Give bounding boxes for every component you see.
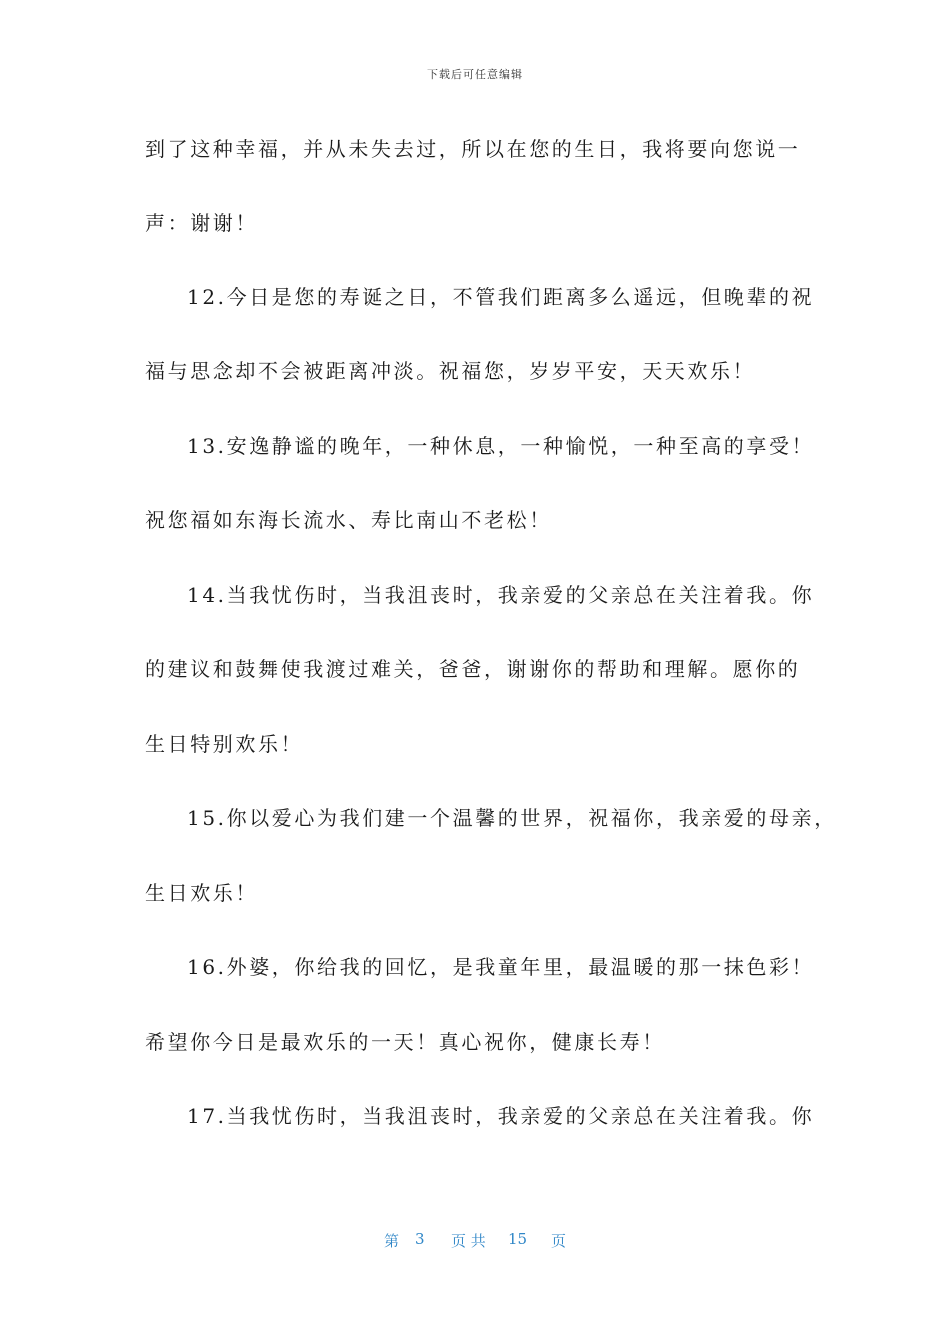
body-line: 的建议和鼓舞使我渡过难关，爸爸，谢谢你的帮助和理解。愿你的 xyxy=(145,657,801,681)
paragraph-15-line: 15.你以爱心为我们建一个温馨的世界，祝福你，我亲爱的母亲， xyxy=(187,806,837,830)
footer-di: 第 xyxy=(384,1232,400,1250)
body-line: 到了这种幸福，并从未失去过，所以在您的生日，我将要向您说一 xyxy=(145,137,801,161)
footer-current-page: 3 xyxy=(415,1230,425,1248)
body-line: 声：谢谢！ xyxy=(145,211,258,235)
body-line: 希望你今日是最欢乐的一天！真心祝你，健康长寿！ xyxy=(145,1030,665,1054)
paragraph-17-line: 17.当我忧伤时，当我沮丧时，我亲爱的父亲总在关注着我。你 xyxy=(187,1104,815,1128)
body-line: 生日特别欢乐！ xyxy=(145,732,304,756)
paragraph-16-line: 16.外婆，你给我的回忆，是我童年里，最温暖的那一抹色彩！ xyxy=(187,955,815,979)
footer-ye: 页 xyxy=(551,1232,567,1250)
header-note: 下载后可任意编辑 xyxy=(427,68,523,81)
paragraph-12-line: 12.今日是您的寿诞之日，不管我们距离多么遥远，但晚辈的祝 xyxy=(187,285,815,309)
footer-total-pages: 15 xyxy=(508,1230,528,1248)
footer-ye-gong: 页 共 xyxy=(451,1232,486,1250)
paragraph-13-line: 13.安逸静谧的晚年，一种休息，一种愉悦，一种至高的享受！ xyxy=(187,434,815,458)
page-footer xyxy=(0,1230,950,1250)
paragraph-14-line: 14.当我忧伤时，当我沮丧时，我亲爱的父亲总在关注着我。你 xyxy=(187,583,815,607)
body-line: 福与思念却不会被距离冲淡。祝福您，岁岁平安，天天欢乐！ xyxy=(145,359,756,383)
body-line: 生日欢乐！ xyxy=(145,881,258,905)
body-line: 祝您福如东海长流水、寿比南山不老松！ xyxy=(145,508,552,532)
